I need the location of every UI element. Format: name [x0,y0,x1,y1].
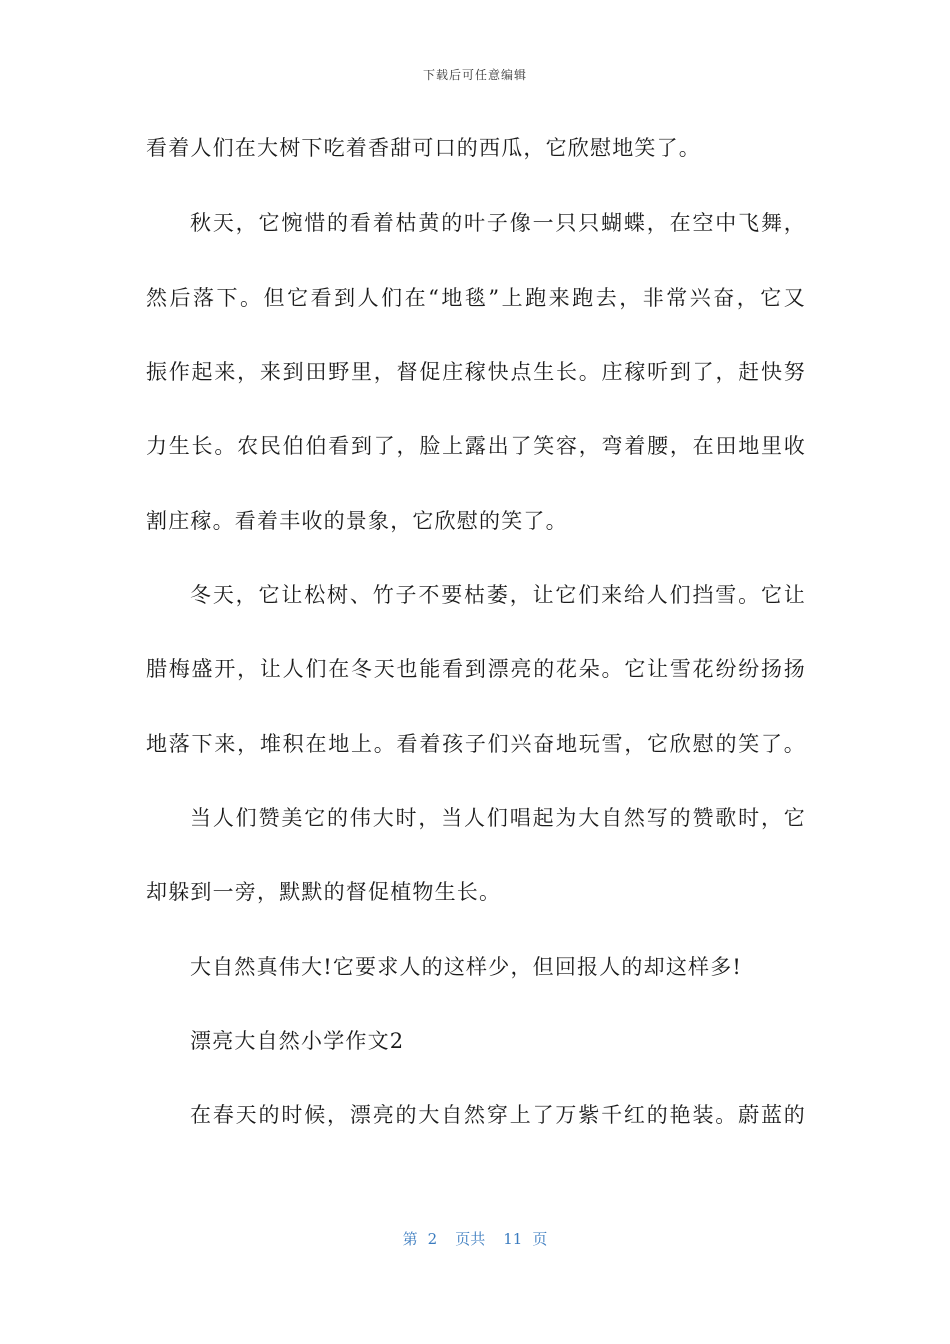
paragraph-line: 却躲到一旁，默默的督促植物生长。 [146,880,502,904]
paragraph-line: 当人们赞美它的伟大时，当人们唱起为大自然写的赞歌时，它 [190,806,806,830]
current-page-number: 2 [427,1230,438,1248]
total-pages-number: 11 [503,1230,523,1248]
paragraph-line: 地落下来，堆积在地上。看着孩子们兴奋地玩雪，它欣慰的笑了。 [146,732,806,756]
paragraph-line: 秋天，它惋惜的看着枯黄的叶子像一只只蝴蝶，在空中飞舞， [190,211,806,235]
paragraph-line: 力生长。农民伯伯看到了，脸上露出了笑容，弯着腰，在田地里收 [146,434,806,458]
paragraph-line: 腊梅盛开，让人们在冬天也能看到漂亮的花朵。它让雪花纷纷扬扬 [146,657,806,681]
page-header-note: 下载后可任意编辑 [422,68,527,82]
page-footer [0,1228,950,1249]
paragraph-line: 大自然真伟大!它要求人的这样少，但回报人的却这样多! [190,955,743,979]
paragraph-line: 振作起来，来到田野里，督促庄稼快点生长。庄稼听到了，赶快努 [146,360,806,384]
paragraph-line: 看着人们在大树下吃着香甜可口的西瓜，它欣慰地笑了。 [146,136,701,160]
page-prefix: 第 [402,1230,418,1248]
paragraph-line: 在春天的时候，漂亮的大自然穿上了万紫千红的艳装。蔚蓝的 [190,1103,806,1127]
section-heading: 漂亮大自然小学作文2 [190,1029,405,1053]
paragraph-line: 冬天，它让松树、竹子不要枯萎，让它们来给人们挡雪。它让 [190,583,806,607]
page-suffix: 页 [532,1230,548,1248]
paragraph-line: 割庄稼。看着丰收的景象，它欣慰的笑了。 [146,509,568,533]
paragraph-line: 然后落下。但它看到人们在“地毯”上跑来跑去，非常兴奋，它又 [146,286,806,310]
page-middle: 页共 [455,1230,486,1248]
